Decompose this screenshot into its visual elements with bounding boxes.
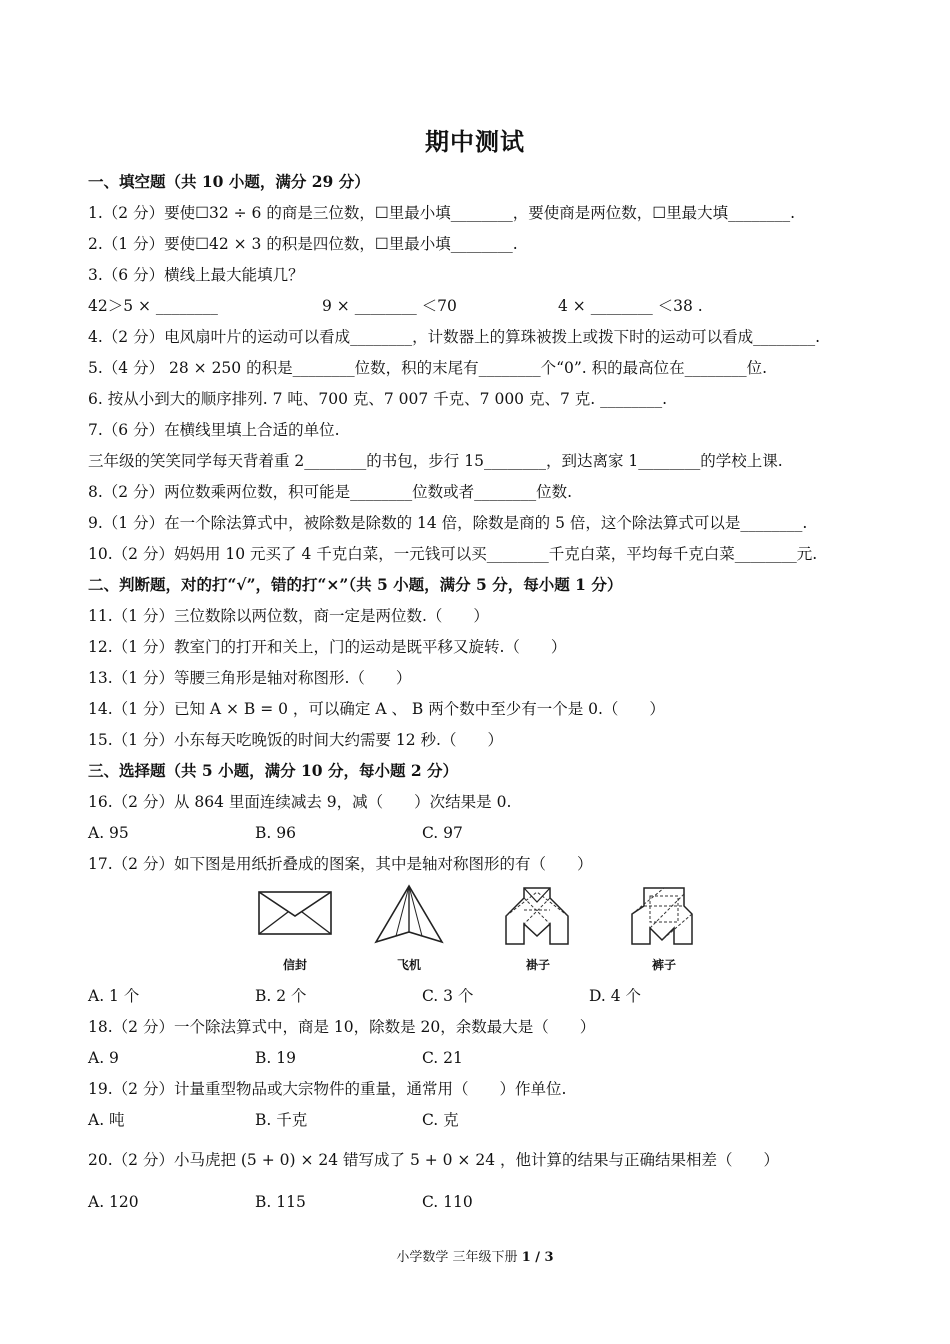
envelope-label: 信封	[282, 958, 307, 972]
q20-option-b: B. 115	[255, 1193, 306, 1211]
question-5: 5.（4 分） 28 × 250 的积是________位数，积的末尾有________个“0”. 积的最高位在________位.	[88, 359, 768, 377]
question-1: 1.（2 分）要使☐32 ÷ 6 的商是三位数，☐里最小填________，要使商是两位数，☐里最大填________.	[88, 204, 796, 222]
q3-blank-c: 4 × ________ ＜38 .	[558, 297, 703, 315]
pants-label: 裤子	[651, 958, 676, 972]
q20-option-a: A. 120	[88, 1193, 139, 1211]
q17-figures	[240, 884, 700, 974]
question-4: 4.（2 分）电风扇叶片的运动可以看成________，计数器上的算珠被拨上或拨下时的运动可以看成________.	[88, 328, 821, 346]
envelope-figure	[258, 884, 332, 936]
q17-option-c: C. 3 个	[422, 987, 474, 1005]
section-heading-1: 一、填空题（共 10 小题，满分 29 分）	[88, 172, 370, 191]
question-7: 7.（6 分）在横线里填上合适的单位.	[88, 421, 340, 439]
question-17: 17.（2 分）如下图是用纸折叠成的图案，其中是轴对称图形的有（ ）	[88, 855, 593, 873]
q3-blank-b: 9 × ________ ＜70	[322, 297, 457, 315]
q18-option-c: C. 21	[422, 1049, 463, 1067]
q16-option-c: C. 97	[422, 824, 463, 842]
question-3: 3.（6 分）横线上最大能填几？	[88, 266, 304, 284]
question-10: 10.（2 分）妈妈用 10 元买了 4 千克白菜，一元钱可以买________千克白菜，平均每千克白菜________元.	[88, 545, 818, 563]
plane-figure	[374, 884, 444, 946]
q16-option-b: B. 96	[255, 824, 296, 842]
question-16: 16.（2 分）从 864 里面连续减去 9，减（ ）次结果是 0.	[88, 793, 512, 811]
section-heading-3: 三、选择题（共 5 小题，满分 10 分，每小题 2 分）	[88, 761, 459, 780]
shirt-figure	[502, 884, 572, 948]
q3-blank-a: 42＞5 × ________	[88, 297, 218, 315]
q16-option-a: A. 95	[88, 824, 129, 842]
question-13: 13.（1 分）等腰三角形是轴对称图形.（ ）	[88, 669, 412, 687]
shirt-label: 褂子	[525, 958, 550, 972]
q17-option-d: D. 4 个	[589, 987, 642, 1005]
footer-page-number: 1 / 3	[521, 1250, 554, 1265]
question-11: 11.（1 分）三位数除以两位数，商一定是两位数.（ ）	[88, 607, 489, 625]
page-footer	[0, 1246, 950, 1265]
question-12: 12.（1 分）教室门的打开和关上，门的运动是既平移又旋转.（ ）	[88, 638, 567, 656]
q19-option-a: A. 吨	[88, 1111, 125, 1129]
pants-figure	[630, 884, 694, 948]
question-19: 19.（2 分）计量重型物品或大宗物件的重量，通常用（ ）作单位.	[88, 1080, 567, 1098]
question-15: 15.（1 分）小东每天吃晚饭的时间大约需要 12 秒.（ ）	[88, 731, 503, 749]
q20-option-c: C. 110	[422, 1193, 473, 1211]
q17-option-b: B. 2 个	[255, 987, 307, 1005]
footer-subject: 小学数学 三年级下册	[396, 1250, 518, 1265]
q18-option-a: A. 9	[88, 1049, 119, 1067]
question-7-line-2: 三年级的笑笑同学每天背着重 2________的书包，步行 15________，到达离家 1________的学校上课.	[88, 452, 783, 470]
q17-option-a: A. 1 个	[88, 987, 140, 1005]
question-8: 8.（2 分）两位数乘两位数，积可能是________位数或者________位数.	[88, 483, 573, 501]
question-20: 20.（2 分）小马虎把 (5 + 0) × 24 错写成了 5 + 0 × 24 ，他计算的结果与正确结果相差（ ）	[88, 1151, 780, 1169]
q19-option-b: B. 千克	[255, 1111, 308, 1129]
page-title: 期中测试	[425, 127, 525, 156]
plane-label: 飞机	[396, 958, 421, 972]
question-18: 18.（2 分）一个除法算式中，商是 10，除数是 20，余数最大是（ ）	[88, 1018, 596, 1036]
question-2: 2.（1 分）要使☐42 × 3 的积是四位数，☐里最小填________.	[88, 235, 518, 253]
q18-option-b: B. 19	[255, 1049, 296, 1067]
q19-option-c: C. 克	[422, 1111, 459, 1129]
question-6: 6. 按从小到大的顺序排列. 7 吨、700 克、7 007 千克、7 000 克、7 克. ________.	[88, 390, 668, 408]
question-14: 14.（1 分）已知 A × B = 0 ，可以确定 A 、 B 两个数中至少有一个是 0.（ ）	[88, 700, 665, 718]
question-9: 9.（1 分）在一个除法算式中，被除数是除数的 14 倍，除数是商的 5 倍，这个除法算式可以是________.	[88, 514, 808, 532]
section-heading-2: 二、判断题，对的打“√”，错的打“×”（共 5 小题，满分 5 分，每小题 1 分）	[88, 575, 623, 594]
